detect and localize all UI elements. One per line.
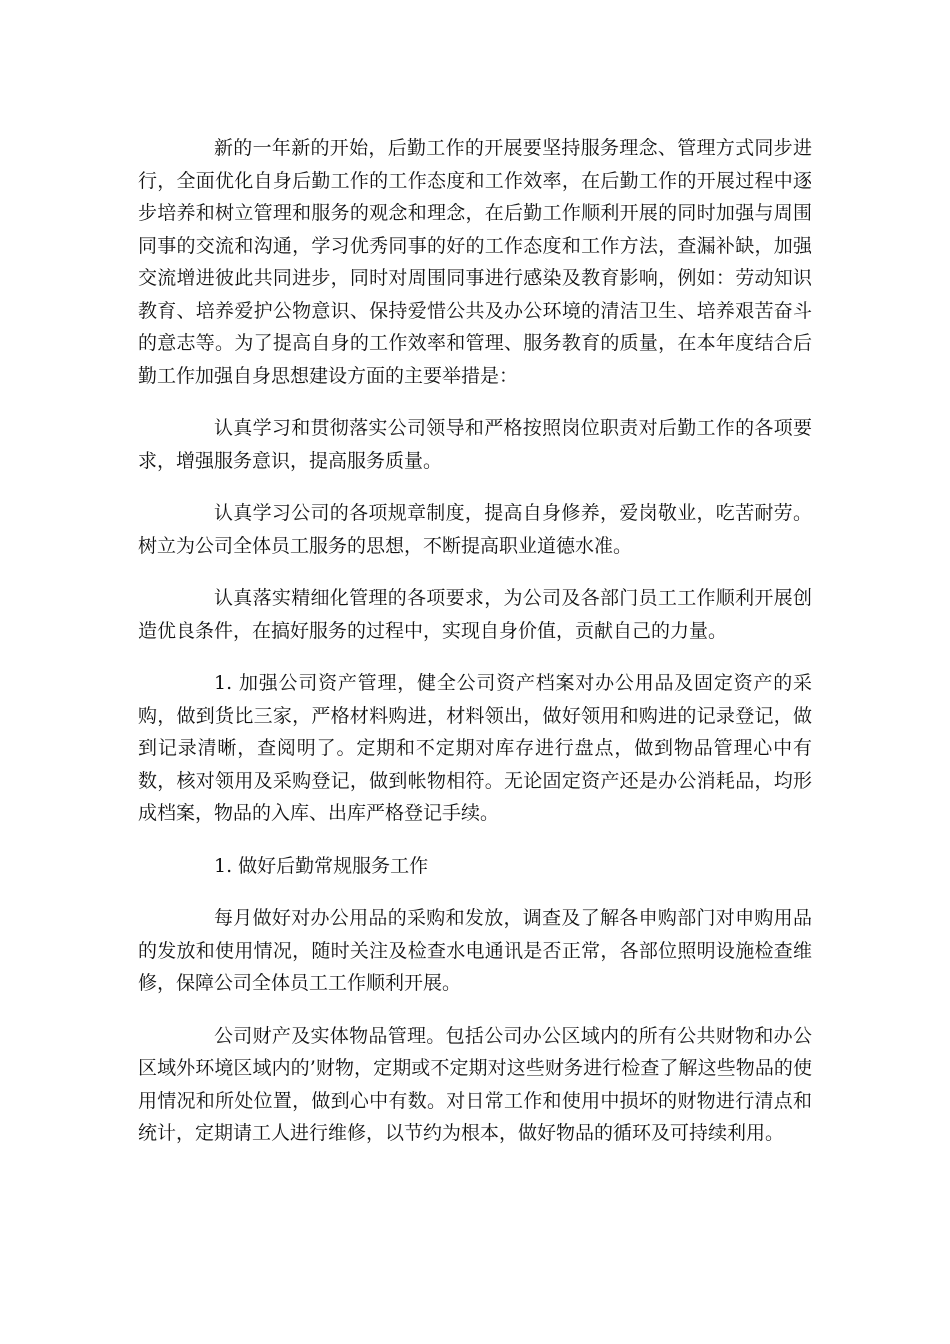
paragraph-intro: 新的一年新的开始，后勤工作的开展要坚持服务理念、管理方式同步进行，全面优化自身后勤工作的工作态度和工作效率，在后勤工作的开展过程中逐步培养和树立管理和服务的观念和理念，在后勤工作顺利开展的同时加强与周围同事的交流和沟通，学习优秀同事的好的工作态度和工作方法，查漏补缺，加强交流增进彼此共同进步，同时对周围同事进行感染及教育影响，例如：劳动知识教育、培养爱护公物意识、保持爱惜公共及办公环境的清洁卫生、培养艰苦奋斗的意志等。为了提高自身的工作效率和管理、服务教育的质量，在本年度结合后勤工作加强自身思想建设方面的主要举措是： [138,137,812,387]
paragraph-property-management: 公司财产及实体物品管理。包括公司办公区域内的所有公共财物和办公区域外环境区域内的’财物，定期或不定期对这些财务进行检查了解这些物品的使用情况和所处位置，做到心中有数。对日常工作和使用中损坏的财物进行清点和统计，定期请工人进行维修，以节约为根本，做好物品的循环及可持续利用。 [138,1024,812,1144]
paragraph-measure-2: 认真学习公司的各项规章制度，提高自身修养，爱岗敬业，吃苦耐劳。树立为公司全体员工服务的思想，不断提高职业道德水准。 [138,502,812,557]
document-body [138,132,812,1170]
paragraph-measure-1: 认真学习和贯彻落实公司领导和严格按照岗位职责对后勤工作的各项要求，增强服务意识，提高服务质量。 [138,417,812,472]
paragraph-office-supplies: 每月做好对办公用品的采购和发放，调查及了解各申购部门对申购用品的发放和使用情况，随时关注及检查水电通讯是否正常，各部位照明设施检查维修，保障公司全体员工工作顺利开展。 [138,907,812,994]
paragraph-measure-3: 认真落实精细化管理的各项要求，为公司及各部门员工工作顺利开展创造优良条件，在搞好服务的过程中，实现自身价值，贡献自己的力量。 [138,587,812,642]
paragraph-asset-management: 1. 加强公司资产管理，健全公司资产档案对办公用品及固定资产的采购，做到货比三家，严格材料购进，材料领出，做好领用和购进的记录登记，做到记录清晰，查阅明了。定期和不定期对库存进行盘点，做到物品管理心中有数，核对领用及采购登记，做到帐物相符。无论固定资产还是办公消耗品，均形成档案，物品的入库、出库严格登记手续。 [138,672,812,824]
paragraph-heading-routine-service: 1. 做好后勤常规服务工作 [214,854,429,877]
